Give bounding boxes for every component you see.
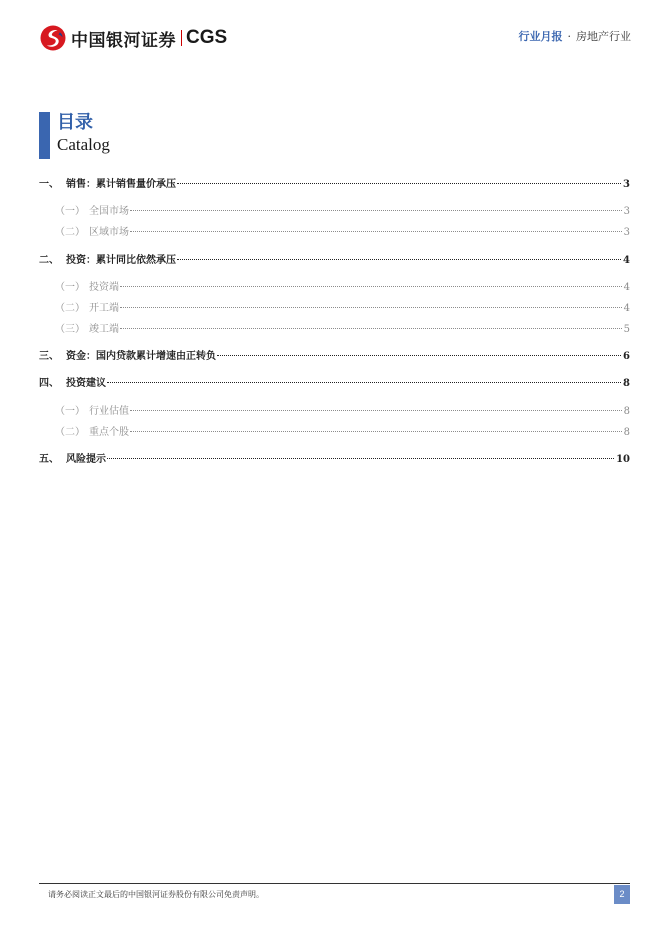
toc-entry-number: （三） — [55, 324, 85, 335]
toc-entry-page: 3 — [623, 206, 630, 217]
toc-entry-text: 投资端 — [89, 282, 119, 293]
toc-entry-completion[interactable] — [39, 320, 630, 335]
company-logo — [40, 24, 227, 52]
toc-entry-number: 三、 — [39, 351, 59, 362]
toc-leader-dots — [130, 410, 622, 411]
footer-divider — [39, 883, 630, 884]
toc-entry-risk-warning[interactable] — [39, 450, 630, 465]
toc-entry-page: 4 — [623, 303, 630, 314]
toc-entry-text: 重点个股 — [89, 427, 129, 438]
toc-entry-construction-start[interactable] — [39, 299, 630, 314]
toc-entry-page: 3 — [623, 227, 630, 238]
toc-entry-number: （二） — [55, 303, 85, 314]
toc-entry-text: 风险提示 — [66, 454, 106, 465]
toc-entry-page: 6 — [623, 351, 630, 362]
toc-title: 目录 — [57, 112, 93, 133]
toc-entry-number: 二、 — [39, 255, 59, 266]
toc-leader-dots — [120, 328, 622, 329]
toc-entry-text: 投资：累计同比依然承压 — [66, 255, 176, 266]
toc-entry-text: 竣工端 — [89, 324, 119, 335]
industry-name: 房地产行业 — [576, 30, 631, 43]
toc-entry-industry-valuation[interactable] — [39, 402, 630, 417]
page-number: 2 — [614, 885, 630, 904]
toc-leader-dots — [120, 286, 622, 287]
toc-entry-investment[interactable] — [39, 251, 630, 266]
toc-leader-dots — [107, 458, 614, 459]
toc-entry-number: （二） — [55, 427, 85, 438]
toc-entry-page: 4 — [623, 282, 630, 293]
footer-disclaimer: 请务必阅读正文最后的中国银河证券股份有限公司免责声明。 — [48, 890, 264, 899]
report-type: 行业月报 — [518, 30, 563, 43]
toc-entry-page: 8 — [623, 427, 630, 438]
toc-entry-text: 开工端 — [89, 303, 119, 314]
header-separator: · — [567, 30, 571, 43]
toc-entry-text: 全国市场 — [89, 206, 129, 217]
toc-leader-dots — [130, 231, 622, 232]
toc-entry-text: 资金：国内贷款累计增速由正转负 — [66, 351, 216, 362]
toc-entry-number: （二） — [55, 227, 85, 238]
toc-entry-page: 4 — [623, 255, 630, 266]
toc-entry-page: 10 — [616, 454, 630, 465]
toc-entry-number: （一） — [55, 282, 85, 293]
toc-leader-dots — [120, 307, 622, 308]
toc-leader-dots — [107, 382, 621, 383]
heading-accent-bar — [39, 112, 50, 159]
toc-entry-page: 8 — [623, 378, 630, 389]
toc-entry-key-stocks[interactable] — [39, 423, 630, 438]
toc-entry-number: （一） — [55, 206, 85, 217]
logo-english-name: CGS — [186, 27, 228, 48]
toc-entry-sales[interactable] — [39, 175, 630, 190]
toc-leader-dots — [130, 431, 622, 432]
toc-entry-number: （一） — [55, 406, 85, 417]
toc-entry-text: 投资建议 — [66, 378, 106, 389]
logo-chinese-name: 中国银河证券 — [71, 30, 176, 51]
toc-entry-number: 五、 — [39, 454, 59, 465]
toc-entry-investment-advice[interactable] — [39, 374, 630, 389]
toc-entry-text: 行业估值 — [89, 406, 129, 417]
toc-subtitle: Catalog — [57, 135, 110, 154]
toc-entry-page: 3 — [623, 179, 630, 190]
report-category — [519, 28, 632, 44]
toc-leader-dots — [177, 259, 621, 260]
toc-entry-text: 区域市场 — [89, 227, 129, 238]
toc-entry-national-market[interactable] — [39, 202, 630, 217]
toc-entry-page: 8 — [623, 406, 630, 417]
toc-entry-funding[interactable] — [39, 347, 630, 362]
toc-entry-number: 一、 — [39, 179, 59, 190]
toc-leader-dots — [217, 355, 621, 356]
toc-entry-text: 销售：累计销售量价承压 — [66, 179, 176, 190]
toc-entry-number: 四、 — [39, 378, 59, 389]
logo-divider — [181, 30, 182, 46]
page-header — [0, 0, 662, 60]
toc-entry-investment-side[interactable] — [39, 278, 630, 293]
toc-entry-page: 5 — [623, 324, 630, 335]
toc-entry-regional-market[interactable] — [39, 223, 630, 238]
cgs-logo-icon — [40, 25, 66, 51]
toc-leader-dots — [177, 183, 621, 184]
toc-leader-dots — [130, 210, 622, 211]
